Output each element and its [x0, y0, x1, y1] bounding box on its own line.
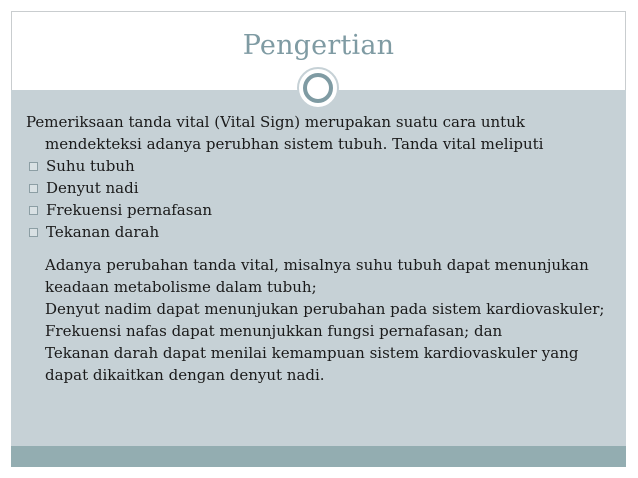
list-item-label: Suhu tubuh [46, 157, 135, 175]
list-item-label: Frekuensi pernafasan [46, 201, 213, 219]
vital-signs-list [26, 155, 616, 243]
bottom-bar [11, 446, 626, 467]
list-item-label: Denyut nadi [46, 179, 139, 197]
square-bullet-icon [29, 162, 38, 171]
paragraph-pulse: Denyut nadim dapat menunjukan perubahan pada sistem kardiovaskuler; [45, 300, 605, 318]
spacer [26, 243, 616, 254]
list-item-label: Tekanan darah [46, 223, 160, 241]
paragraph-respiration: Frekuensi nafas dapat menunjukkan fungsi pernafasan; dan [45, 322, 503, 340]
paragraph-metabolism: Adanya perubahan tanda vital, misalnya suhu tubuh dapat menunjukan keadaan metabolisme dalam tubuh; [45, 256, 589, 296]
slide-title: Pengertian [242, 30, 395, 61]
square-bullet-icon [29, 184, 38, 193]
ring-icon [297, 67, 339, 109]
ring-inner [303, 73, 333, 103]
square-bullet-icon [29, 206, 38, 215]
paragraph-blood-pressure: Tekanan darah dapat menilai kemampuan sistem kardiovaskuler yang dapat dikaitkan dengan denyut nadi. [45, 344, 579, 384]
slide-body [26, 111, 616, 386]
list-item [26, 155, 616, 177]
intro-paragraph: Pemeriksaan tanda vital (Vital Sign) merupakan suatu cara untuk mendekteksi adanya perubhan sistem tubuh. Tanda vital meliputi [26, 113, 544, 153]
list-item [26, 221, 616, 243]
square-bullet-icon [29, 228, 38, 237]
list-item [26, 177, 616, 199]
list-item [26, 199, 616, 221]
